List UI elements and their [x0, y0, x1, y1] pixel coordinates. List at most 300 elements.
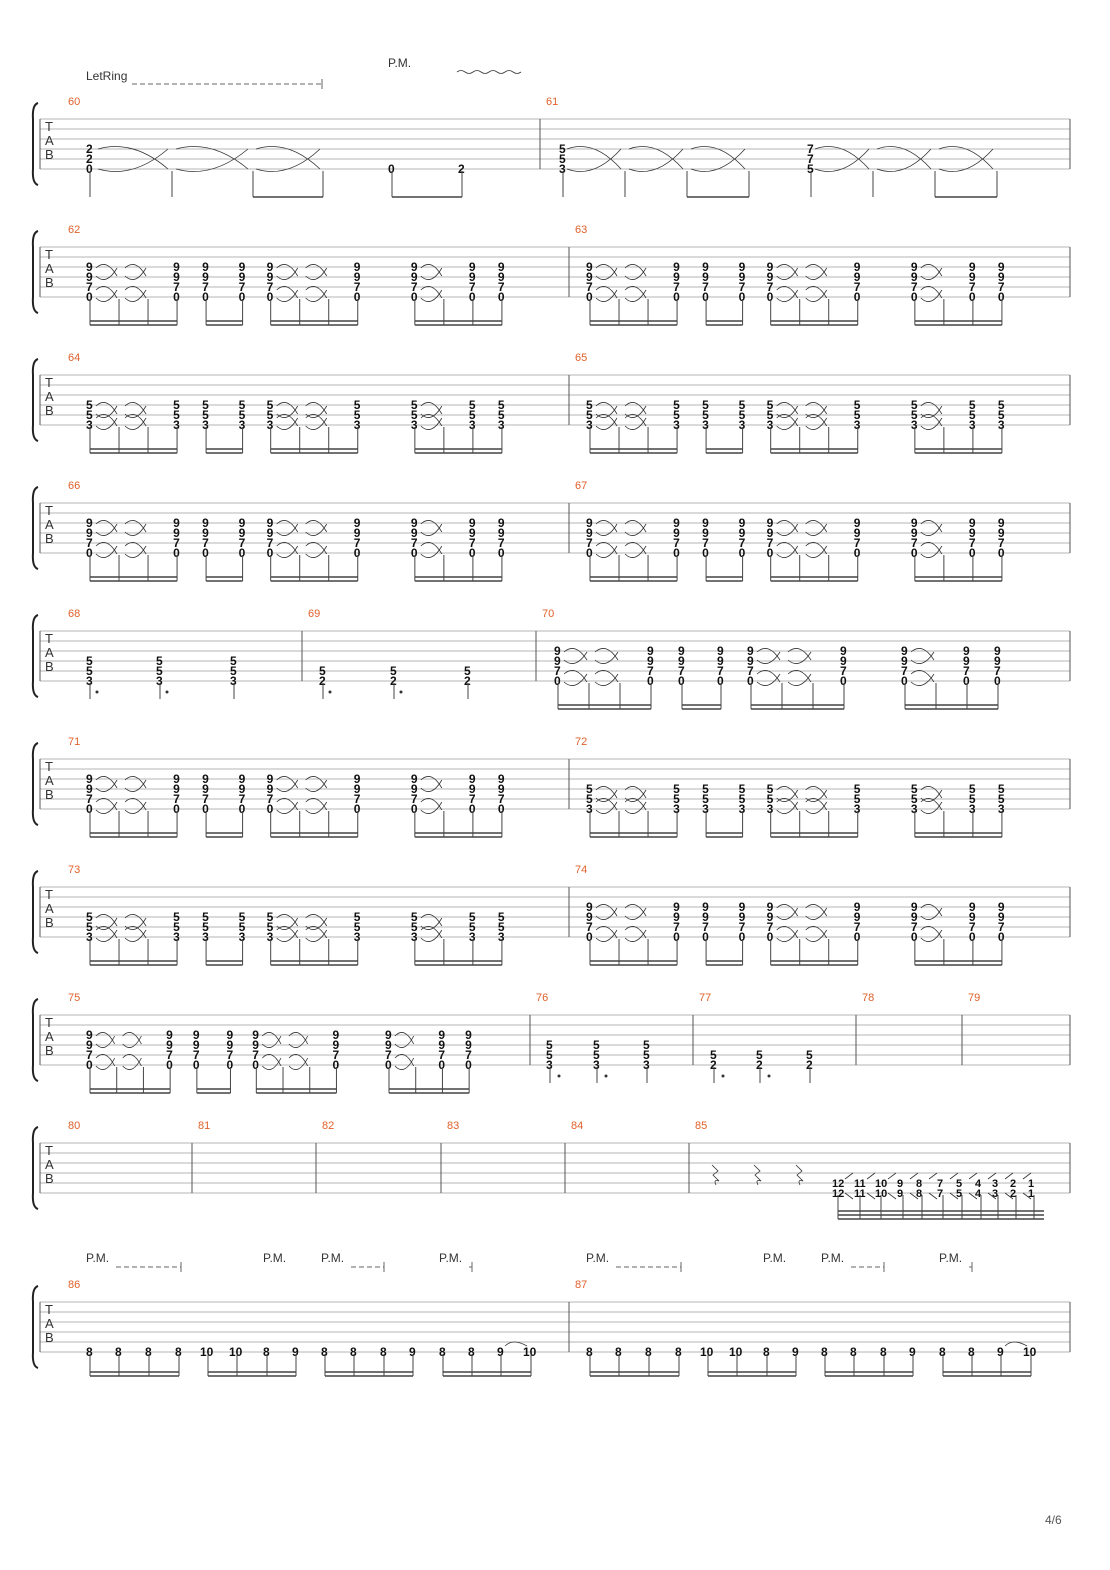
fret-number: 2 — [756, 1058, 763, 1072]
chord-fret: 3 — [266, 930, 274, 944]
tie-arc — [806, 524, 827, 536]
chord-fret: 5 — [738, 782, 746, 796]
staff-brace — [33, 871, 38, 953]
tie-arc — [306, 524, 327, 536]
tie-arc — [306, 914, 327, 926]
tie-arc — [788, 652, 811, 664]
chord-fret: 5 — [86, 408, 93, 422]
dot — [722, 1075, 725, 1078]
staff-brace — [33, 359, 38, 441]
palm-mute-label: P.M. — [388, 56, 412, 70]
chord-fret: 5 — [997, 408, 1005, 422]
chord-fret: 0 — [353, 290, 361, 304]
tie-arc — [625, 524, 646, 536]
tie-arc — [96, 798, 117, 810]
chord-fret: 9 — [202, 270, 209, 284]
tie-arc — [757, 670, 780, 682]
chord-fret: 0 — [332, 1058, 340, 1072]
chord-fret: 9 — [702, 516, 709, 530]
chord-fret: 9 — [202, 516, 209, 530]
chord-fret: 7 — [586, 280, 593, 294]
tie-arc — [564, 674, 587, 686]
chord-fret: 9 — [968, 910, 976, 924]
staff-system — [33, 992, 1070, 1093]
chord-fret: 3 — [853, 802, 861, 816]
chord-fret: 9 — [738, 526, 746, 540]
chord-fret: 5 — [968, 408, 976, 422]
chord-fret: 9 — [410, 772, 418, 786]
tie-arc — [96, 418, 117, 430]
chord-fret: 5 — [173, 910, 180, 924]
chord-fret: 0 — [997, 930, 1005, 944]
chord-fret: 7 — [497, 536, 505, 550]
tie-arc — [777, 286, 798, 298]
chord-fret: 0 — [673, 290, 680, 304]
chord-fret: 3 — [497, 930, 505, 944]
slide-fret: 3 — [992, 1178, 999, 1190]
chord-fret: 0 — [468, 290, 476, 304]
tie-arc — [96, 542, 117, 554]
tie-arc — [777, 786, 798, 798]
tie-arc — [625, 418, 646, 430]
tie-arc — [277, 780, 298, 792]
chord-fret: 5 — [738, 398, 746, 412]
tab-clef-letter: T — [45, 1143, 53, 1158]
chord-fret: 0 — [86, 1058, 93, 1072]
tie-arc — [125, 418, 146, 430]
tie-arc — [306, 776, 327, 788]
tie-arc — [125, 542, 146, 554]
chord-fret: 0 — [997, 546, 1005, 560]
slide-fret: 3 — [992, 1188, 999, 1200]
tab-clef-letter: A — [45, 773, 54, 788]
chord-fret: 5 — [586, 782, 593, 796]
chord-fret: 9 — [202, 772, 209, 786]
chord-fret: 5 — [238, 408, 246, 422]
tie-arc — [421, 418, 442, 430]
chord-fret: 9 — [747, 654, 754, 668]
tie-arc — [96, 802, 117, 814]
chord-fret: 5 — [586, 408, 593, 422]
tie-arc — [595, 674, 618, 686]
tie-arc — [96, 290, 117, 302]
chord-fret: 9 — [497, 772, 505, 786]
riff-fret: 8 — [880, 1345, 887, 1359]
tie-arc — [421, 402, 442, 414]
chord-fret: 0 — [202, 546, 209, 560]
chord-fret: 9 — [673, 910, 680, 924]
tab-clef-letter: B — [45, 787, 54, 802]
chord-fret: 3 — [673, 802, 680, 816]
bar-number: 67 — [575, 480, 588, 492]
slide-mark — [888, 1173, 896, 1179]
fret-number: 5 — [643, 1048, 650, 1062]
chord-fret: 7 — [468, 280, 476, 294]
tie-arc — [777, 546, 798, 558]
chord-fret: 9 — [853, 260, 861, 274]
chord-fret: 9 — [702, 270, 709, 284]
chord-fret: 9 — [497, 516, 505, 530]
tie-arc — [815, 147, 869, 170]
tab-clef-letter: T — [45, 631, 53, 646]
chord-fret: 0 — [86, 546, 93, 560]
slide-fret: 7 — [937, 1178, 944, 1190]
tie-arc — [777, 524, 798, 536]
chord-fret: 0 — [468, 546, 476, 560]
chord-fret: 7 — [901, 664, 908, 678]
fret-number: 2 — [319, 674, 326, 688]
tab-clef-letter: A — [45, 901, 54, 916]
tie-arc — [921, 524, 942, 536]
tie-arc — [306, 264, 327, 276]
chord-fret: 7 — [910, 280, 918, 294]
slide-fret: 12 — [832, 1178, 845, 1190]
fret-number: 5 — [807, 162, 814, 176]
chord-fret: 7 — [166, 1048, 173, 1062]
chord-fret: 5 — [997, 782, 1005, 796]
chord-fret: 9 — [997, 910, 1005, 924]
chord-fret: 7 — [738, 920, 746, 934]
tab-clef-letter: B — [45, 1043, 54, 1058]
slide-fret: 11 — [854, 1178, 866, 1190]
tie-arc — [806, 542, 827, 554]
chord-fret: 0 — [266, 802, 274, 816]
tie-arc — [98, 149, 168, 172]
chord-fret: 9 — [910, 910, 918, 924]
tie-arc — [625, 786, 646, 798]
chord-fret: 5 — [673, 782, 680, 796]
riff-fret: 9 — [792, 1345, 799, 1359]
chord-fret: 0 — [266, 290, 274, 304]
chord-fret: 5 — [353, 910, 361, 924]
fret-number: 7 — [807, 142, 814, 156]
staves — [33, 56, 1070, 1376]
chord-fret: 3 — [202, 930, 209, 944]
chord-fret: 9 — [238, 782, 246, 796]
chord-fret: 9 — [252, 1038, 259, 1052]
chord-fret: 7 — [192, 1048, 200, 1062]
chord-fret: 9 — [997, 900, 1005, 914]
chord-fret: 9 — [497, 782, 505, 796]
chord-fret: 0 — [192, 1058, 200, 1072]
chord-fret: 0 — [840, 674, 847, 688]
rest-symbol — [712, 1165, 719, 1185]
chord-fret: 3 — [353, 418, 361, 432]
chord-fret: 7 — [738, 280, 746, 294]
tie-arc — [911, 652, 934, 664]
tab-clef-letter: A — [45, 517, 54, 532]
fret-number: 3 — [230, 674, 237, 688]
chord-fret: 0 — [963, 674, 970, 688]
chord-fret: 9 — [963, 644, 970, 658]
tie-arc — [421, 268, 442, 280]
staff-system — [33, 864, 1070, 965]
riff-fret: 10 — [1023, 1345, 1037, 1359]
tie-arc — [777, 264, 798, 276]
chord-fret: 7 — [586, 536, 593, 550]
tie-arc — [395, 1054, 414, 1066]
chord-fret: 9 — [554, 654, 561, 668]
slide-mark — [845, 1193, 853, 1199]
tie-arc — [911, 674, 934, 686]
bar-number: 72 — [575, 736, 588, 748]
chord-fret: 5 — [910, 792, 918, 806]
chord-fret: 9 — [238, 270, 246, 284]
tab-clef-letter: A — [45, 1157, 54, 1172]
staff-system — [33, 56, 1070, 197]
chord-fret: 9 — [238, 526, 246, 540]
chord-fret: 9 — [586, 526, 593, 540]
chord-fret: 9 — [410, 270, 418, 284]
tie-arc — [306, 286, 327, 298]
chord-fret: 0 — [438, 1058, 446, 1072]
tie-arc — [421, 520, 442, 532]
tie-arc — [306, 930, 327, 942]
tie-arc — [277, 546, 298, 558]
tie-arc — [777, 402, 798, 414]
tab-clef-letter: A — [45, 389, 54, 404]
chord-fret: 7 — [173, 792, 180, 806]
chord-fret: 9 — [673, 270, 680, 284]
tab-clef-letter: B — [45, 147, 54, 162]
chord-fret: 3 — [410, 930, 418, 944]
bar-number: 63 — [575, 224, 588, 236]
chord-fret: 9 — [173, 516, 180, 530]
tie-arc — [596, 520, 617, 532]
bar-number: 79 — [968, 992, 981, 1004]
tie-arc — [806, 520, 827, 532]
tie-arc — [277, 402, 298, 414]
tie-arc — [911, 648, 934, 660]
riff-fret: 10 — [700, 1345, 714, 1359]
chord-fret: 9 — [353, 270, 361, 284]
palm-mute-label: P.M. — [439, 1251, 463, 1265]
tie-arc — [421, 290, 442, 302]
chord-fret: 5 — [997, 792, 1005, 806]
chord-fret: 5 — [497, 408, 505, 422]
chord-fret: 9 — [385, 1028, 392, 1042]
chord-fret: 5 — [468, 910, 476, 924]
chord-fret: 9 — [678, 644, 685, 658]
tie-arc — [806, 418, 827, 430]
chord-fret: 5 — [853, 398, 861, 412]
tie-arc — [277, 776, 298, 788]
tie-arc — [306, 546, 327, 558]
chord-fret: 5 — [266, 408, 274, 422]
tie-arc — [806, 286, 827, 298]
slide-fret: 10 — [875, 1178, 888, 1190]
tie-arc — [806, 802, 827, 814]
slide-fret: 9 — [897, 1188, 904, 1200]
slide-mark — [929, 1173, 937, 1179]
tab-clef-letter: B — [45, 659, 54, 674]
tie-arc — [777, 904, 798, 916]
chord-fret: 3 — [586, 802, 593, 816]
chord-fret: 9 — [702, 260, 709, 274]
rest-symbol — [754, 1165, 761, 1185]
tie-arc — [421, 286, 442, 298]
chord-fret: 7 — [385, 1048, 392, 1062]
tie-arc — [125, 286, 146, 298]
tie-arc — [256, 149, 320, 172]
tie-arc — [306, 798, 327, 810]
chord-fret: 5 — [766, 782, 774, 796]
chord-fret: 5 — [410, 408, 418, 422]
chord-fret: 7 — [586, 920, 593, 934]
tie-arc — [96, 780, 117, 792]
chord-fret: 7 — [353, 536, 361, 550]
chord-fret: 7 — [853, 280, 861, 294]
tie-arc — [421, 802, 442, 814]
chord-fret: 0 — [86, 290, 93, 304]
fret-number: 3 — [559, 162, 566, 176]
chord-fret: 0 — [702, 930, 709, 944]
chord-fret: 7 — [202, 792, 209, 806]
tie-arc — [306, 780, 327, 792]
chord-fret: 7 — [678, 664, 685, 678]
bar-number: 76 — [536, 992, 549, 1004]
tie-arc — [123, 1058, 142, 1070]
tie-arc — [96, 1054, 115, 1066]
tie-arc — [289, 1036, 308, 1048]
chord-fret: 9 — [410, 526, 418, 540]
slide-fret: 2 — [1010, 1188, 1017, 1200]
tie-arc — [625, 904, 646, 916]
fret-number: 3 — [86, 674, 93, 688]
chord-fret: 9 — [963, 654, 970, 668]
tab-clef-letter: A — [45, 1029, 54, 1044]
tie-arc — [625, 908, 646, 920]
chord-fret: 7 — [766, 920, 774, 934]
tie-arc — [777, 926, 798, 938]
staff-system — [33, 480, 1070, 581]
chord-fret: 5 — [266, 920, 274, 934]
dot — [558, 1075, 561, 1078]
chord-fret: 9 — [766, 900, 774, 914]
palm-mute-label: P.M. — [263, 1251, 287, 1265]
bar-number: 61 — [546, 96, 559, 108]
bar-number: 70 — [542, 608, 555, 620]
chord-fret: 9 — [840, 654, 847, 668]
chord-fret: 5 — [853, 782, 861, 796]
chord-fret: 9 — [192, 1038, 200, 1052]
chord-fret: 0 — [173, 802, 180, 816]
chord-fret: 0 — [252, 1058, 259, 1072]
chord-fret: 3 — [738, 802, 746, 816]
chord-fret: 9 — [497, 270, 505, 284]
chord-fret: 7 — [910, 920, 918, 934]
chord-fret: 5 — [202, 408, 209, 422]
slide-mark — [888, 1193, 896, 1199]
tie-arc — [625, 930, 646, 942]
chord-fret: 9 — [86, 270, 93, 284]
fret-number: 5 — [156, 664, 163, 678]
riff-fret: 8 — [380, 1345, 387, 1359]
chord-fret: 0 — [747, 674, 754, 688]
fret-number: 5 — [156, 654, 163, 668]
chord-fret: 0 — [497, 290, 505, 304]
palm-mute-label: P.M. — [86, 1251, 110, 1265]
riff-fret: 10 — [200, 1345, 214, 1359]
tie-arc — [777, 930, 798, 942]
chord-fret: 9 — [468, 270, 476, 284]
slide-fret: 12 — [832, 1188, 845, 1200]
chord-fret: 0 — [766, 930, 774, 944]
chord-fret: 3 — [468, 418, 476, 432]
bar-number: 62 — [68, 224, 81, 236]
tie-arc — [921, 418, 942, 430]
chord-fret: 5 — [853, 792, 861, 806]
chord-fret: 7 — [673, 920, 680, 934]
chord-fret: 9 — [226, 1028, 234, 1042]
chord-fret: 9 — [202, 260, 209, 274]
tie-arc — [625, 542, 646, 554]
chord-fret: 9 — [766, 270, 774, 284]
chord-fret: 0 — [853, 546, 861, 560]
staff-brace — [33, 487, 38, 569]
slide-fret: 4 — [975, 1188, 982, 1200]
tie-arc — [806, 930, 827, 942]
chord-fret: 9 — [465, 1028, 472, 1042]
slide-mark — [867, 1193, 875, 1199]
tie-arc — [306, 542, 327, 554]
chord-fret: 9 — [497, 260, 505, 274]
chord-fret: 7 — [702, 280, 709, 294]
bar-number: 73 — [68, 864, 81, 876]
chord-fret: 5 — [738, 408, 746, 422]
tie-arc — [564, 652, 587, 664]
chord-fret: 9 — [166, 1028, 173, 1042]
chord-fret: 9 — [586, 516, 593, 530]
slide-mark — [867, 1173, 875, 1179]
chord-fret: 5 — [497, 920, 505, 934]
chord-fret: 7 — [554, 664, 561, 678]
dot — [605, 1075, 608, 1078]
slide-fret: 4 — [975, 1178, 982, 1190]
tie-arc — [289, 1032, 308, 1044]
chord-fret: 5 — [468, 398, 476, 412]
tie-arc — [921, 930, 942, 942]
chord-fret: 9 — [586, 260, 593, 274]
chord-fret: 5 — [766, 398, 774, 412]
tab-clef-letter: A — [45, 645, 54, 660]
riff-fret: 10 — [729, 1345, 743, 1359]
tie-arc — [921, 520, 942, 532]
chord-fret: 7 — [468, 792, 476, 806]
chord-fret: 3 — [238, 930, 246, 944]
chord-fret: 5 — [173, 408, 180, 422]
tie-arc — [921, 926, 942, 938]
tie-arc — [921, 286, 942, 298]
tie-arc — [289, 1058, 308, 1070]
tie-arc — [596, 546, 617, 558]
chord-fret: 9 — [353, 516, 361, 530]
chord-fret: 0 — [554, 674, 561, 688]
dot — [768, 1075, 771, 1078]
riff-fret: 8 — [586, 1345, 593, 1359]
chord-fret: 3 — [910, 418, 918, 432]
staff-system — [33, 1120, 1070, 1219]
tie-arc — [921, 546, 942, 558]
fret-number: 7 — [807, 152, 814, 166]
riff-fret: 8 — [439, 1345, 446, 1359]
chord-fret: 0 — [968, 930, 976, 944]
tie-arc — [125, 802, 146, 814]
slide-fret: 1 — [1028, 1178, 1035, 1190]
chord-fret: 9 — [266, 782, 274, 796]
chord-fret: 7 — [86, 792, 93, 806]
chord-fret: 7 — [853, 920, 861, 934]
